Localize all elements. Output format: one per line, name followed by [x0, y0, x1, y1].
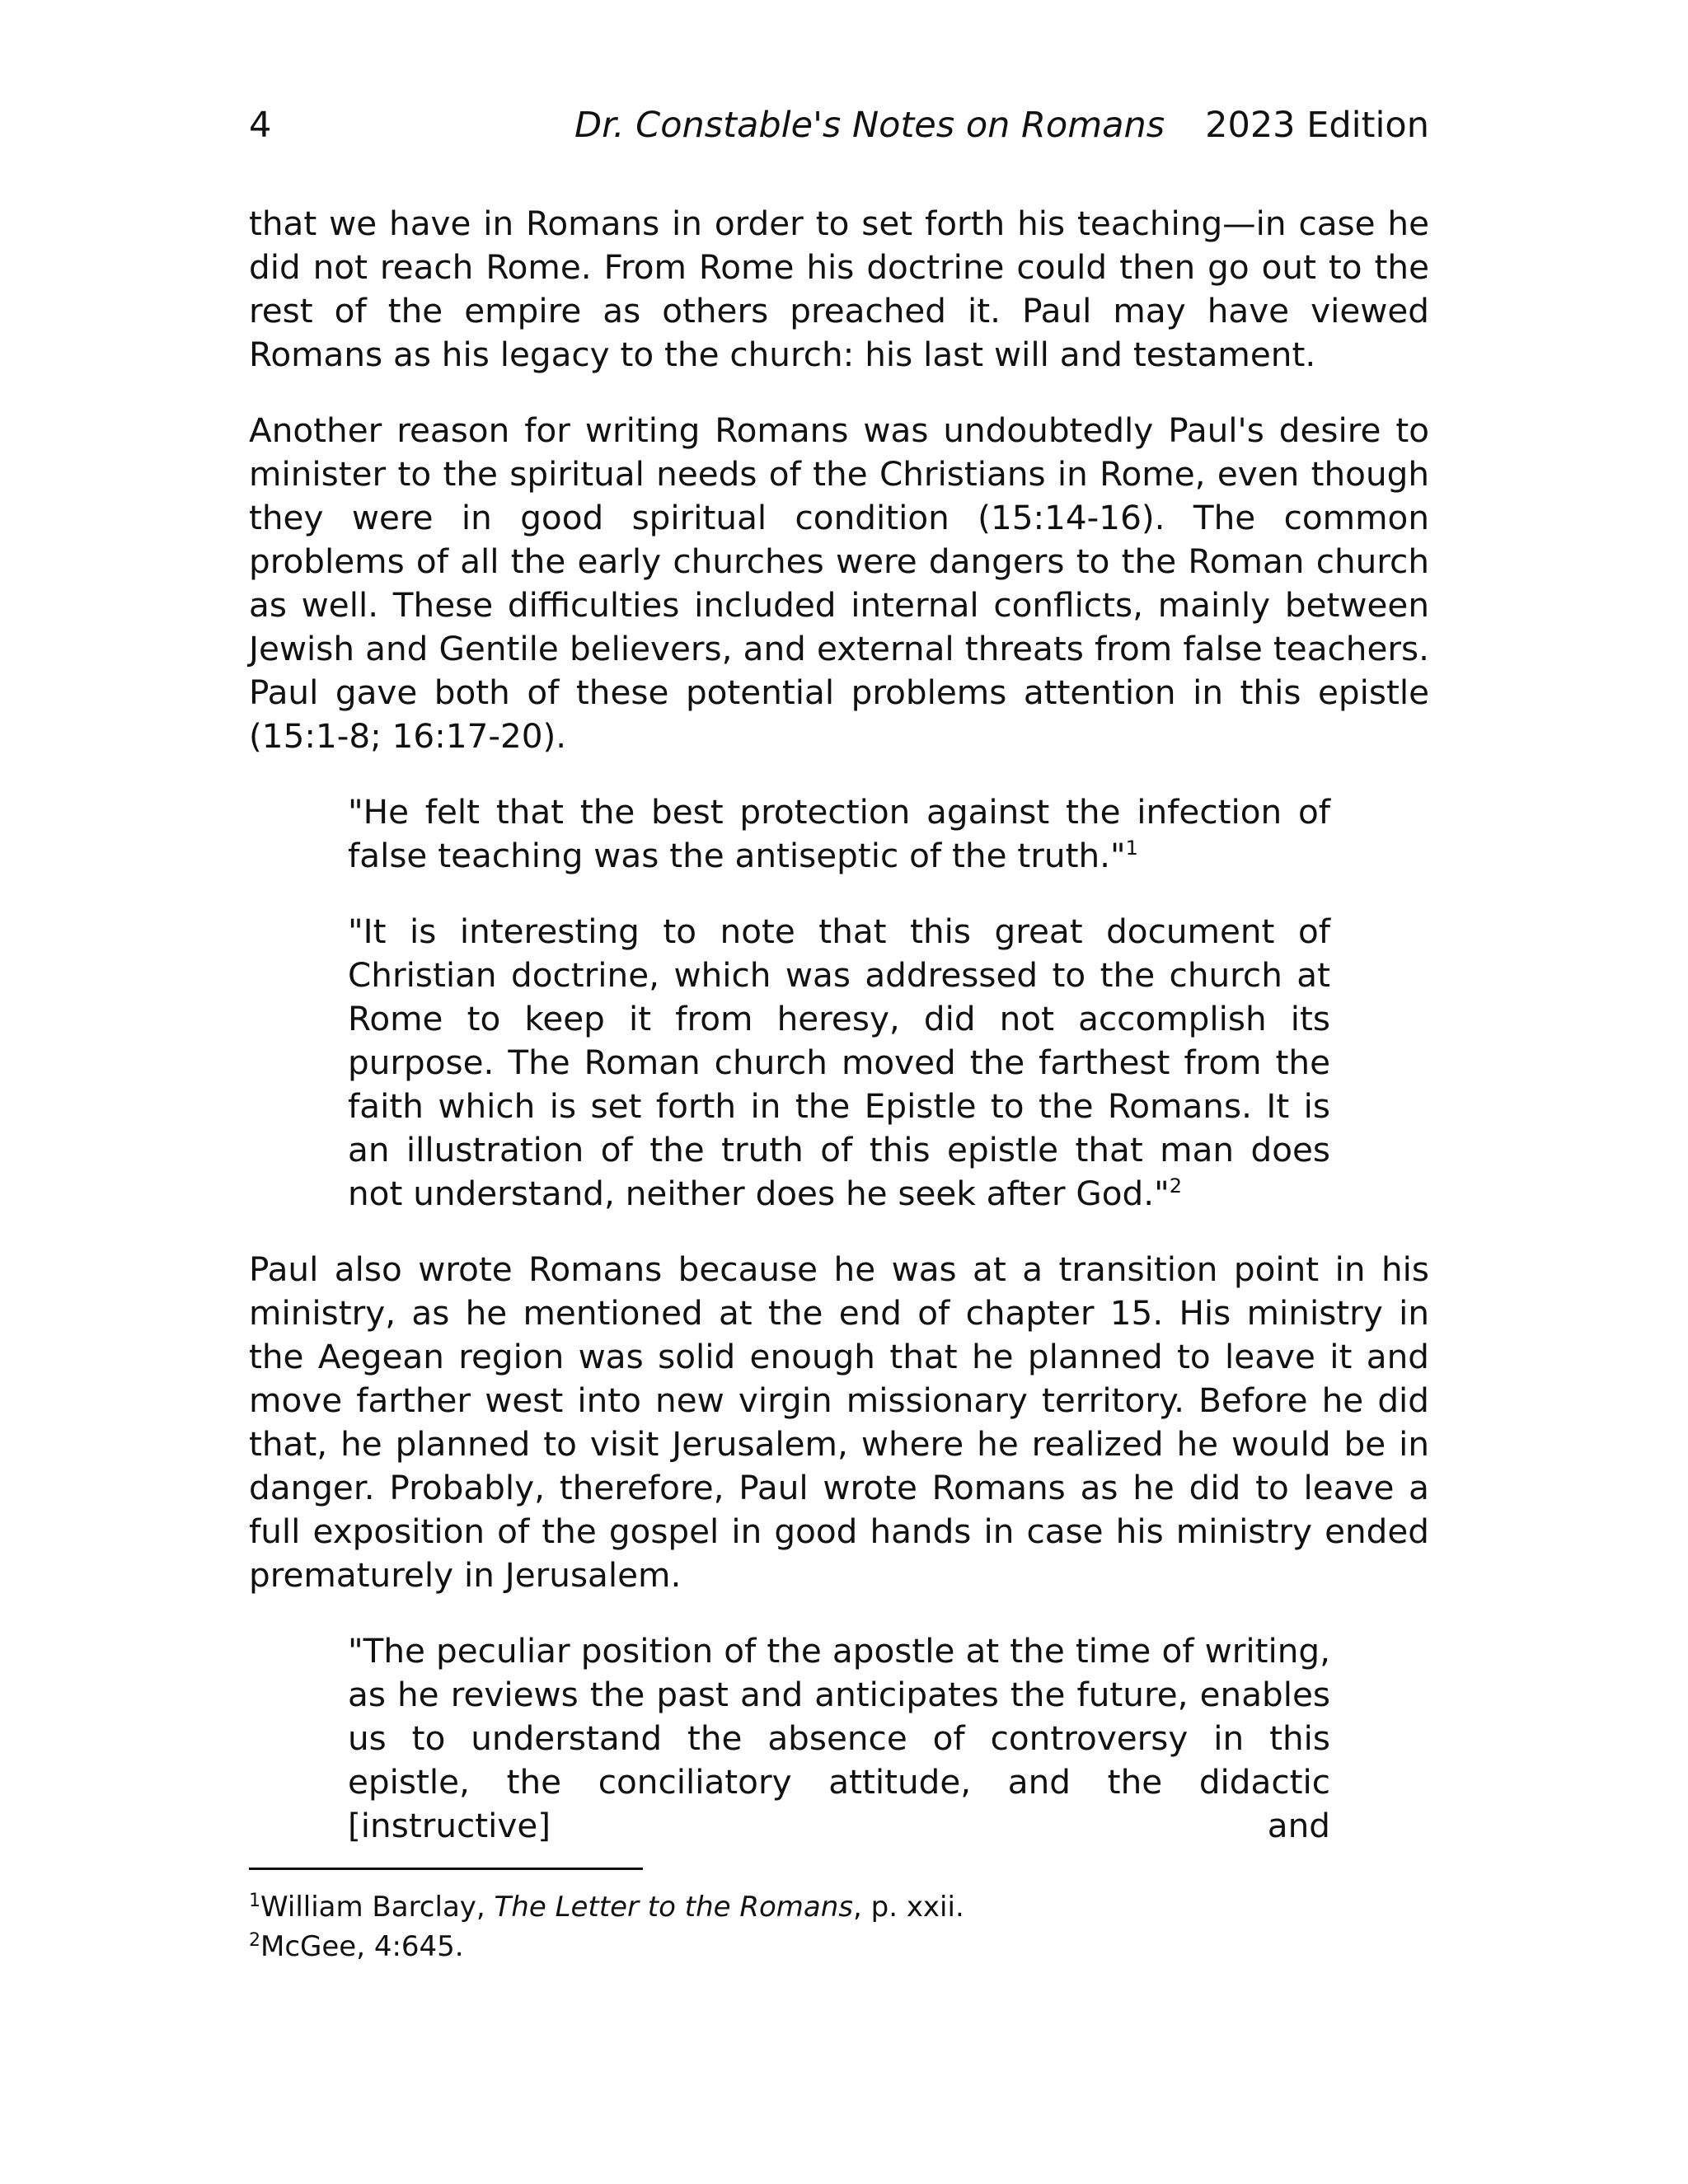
running-header	[249, 101, 1429, 150]
paragraph-2: Another reason for writing Romans was undoubtedly Paul's desire to minister to the spiritual needs of the Christians in Rome, even though they were in good spiritual condition (15:14-16). The common problems of all the early churches were dangers to the Roman church as well. These difficulties included internal conflicts, mainly between Jewish and Gentile believers, and external threats from false teachers. Paul gave both of these potential problems attention in this epistle (15:1-8; 16:17-20).	[249, 410, 1429, 756]
header-edition: 2023 Edition	[1205, 105, 1429, 146]
block-quote-1	[348, 790, 1330, 878]
footnote-1	[249, 1887, 1429, 1927]
block-quote-3: "The peculiar position of the apostle at the time of writing, as he reviews the past and anticipates the future, enables us to understand the absence of controversy in this epistle, the conciliatory attitude, and the didactic [instructive] and	[348, 1631, 1330, 1845]
footnote-1-author: William Barclay,	[260, 1891, 495, 1924]
block-quote-2-text: "It is interesting to note that this great document of Christian doctrine, which was addressed to the church at Rome to keep it from heresy, did not accomplish its purpose. The Roman church moved the farthest from the faith which is set forth in the Epistle to the Romans. It is an illustration of the truth of this epistle that man does not understand, neither does he seek after God."	[348, 912, 1330, 1213]
block-quote-1-text: "He felt that the best protection against the infection of false teaching was the antiseptic of the truth."	[348, 792, 1330, 875]
page-number: 4	[249, 105, 272, 146]
footnote-2-text: McGee, 4:645.	[260, 1930, 464, 1963]
footnotes	[249, 1887, 1429, 1966]
header-title: Dr. Constable's Notes on Romans	[574, 105, 1165, 146]
footnote-1-number: 1	[249, 1891, 260, 1911]
footnote-ref-2[interactable]: 2	[1169, 1174, 1183, 1197]
footnote-2-number: 2	[249, 1930, 260, 1951]
body-text	[249, 202, 1429, 1880]
footnote-1-work: The Letter to the Romans	[494, 1891, 853, 1924]
block-quote-2	[348, 910, 1330, 1216]
paragraph-3: Paul also wrote Romans because he was at a transition point in his ministry, as he mentioned at the end of chapter 15. His ministry in the Aegean region was solid enough that he planned to leave it and move farther west into new virgin missionary territory. Before he did that, he planned to visit Jerusalem, where he realized he would be in danger. Probably, therefore, Paul wrote Romans as he did to leave a full exposition of the gospel in good hands in case his ministry ended prematurely in Jerusalem.	[249, 1249, 1429, 1595]
footnote-ref-1[interactable]: 1	[1125, 837, 1138, 860]
footnote-2	[249, 1927, 1429, 1966]
footnote-separator	[249, 1868, 643, 1870]
paragraph-1: that we have in Romans in order to set forth his teaching—in case he did not reach Rome. From Rome his doctrine could then go out to the rest of the empire as others preached it. Paul may have viewed Romans as his legacy to the church: his last will and testament.	[249, 204, 1429, 374]
footnote-1-rest: , p. xxii.	[853, 1891, 964, 1924]
